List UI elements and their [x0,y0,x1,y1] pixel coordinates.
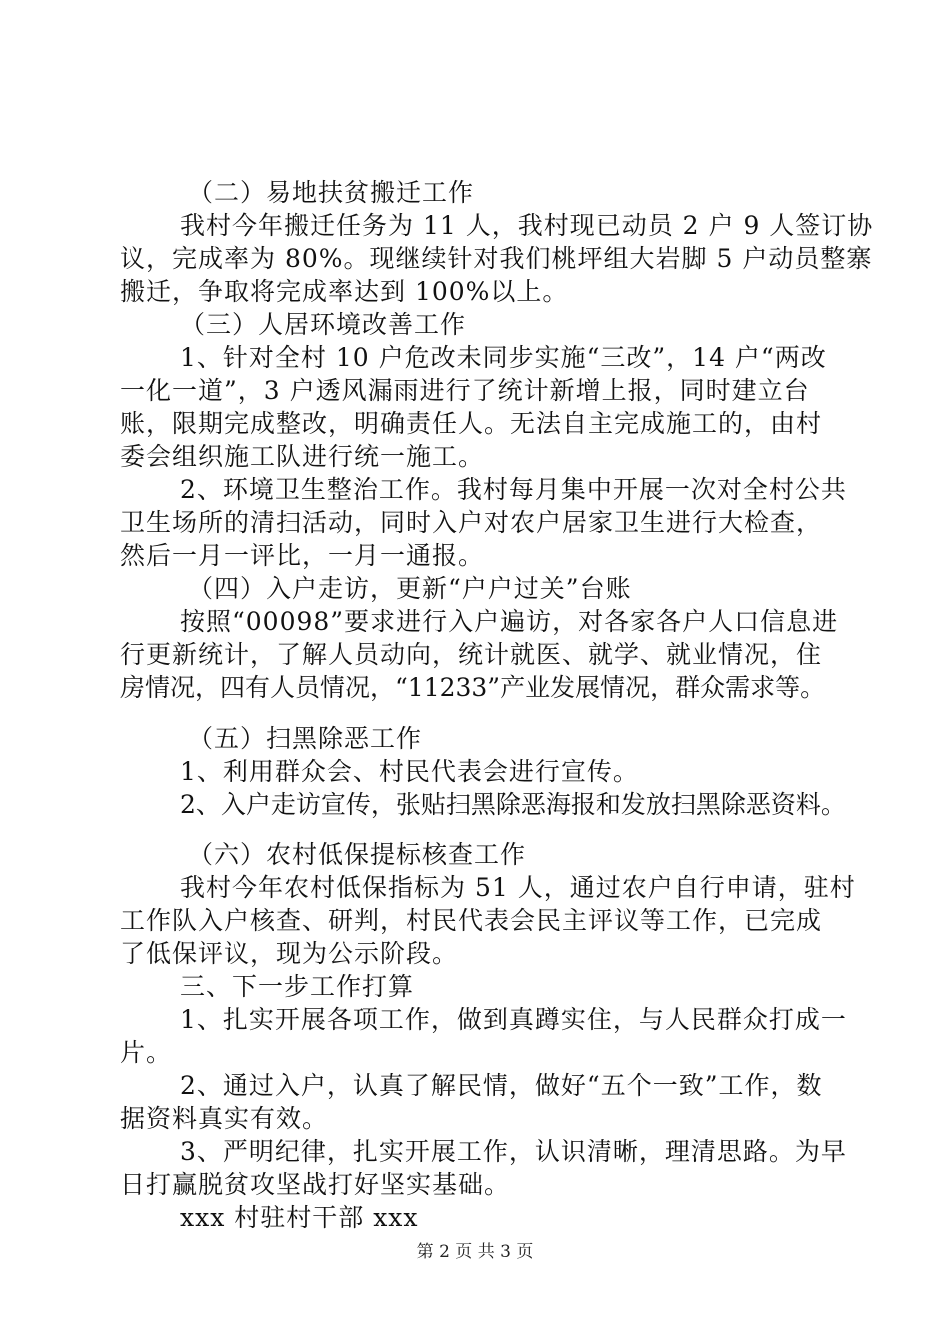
paragraph-line: 3、严明纪律，扎实开展工作，认识清晰，理清思路。为早 [180,1137,847,1166]
paragraph-line: 日打赢脱贫攻坚战打好坚实基础。 [120,1170,511,1199]
paragraph-line: 行更新统计，了解人员动向，统计就医、就学、就业情况，住 [120,640,823,669]
paragraph-line: 搬迁，争取将完成率达到 100%以上。 [120,277,569,306]
signature-line: xxx 村驻村干部 xxx [180,1203,419,1232]
section-heading-4: （四）入户走访，更新“户户过关”台账 [188,574,632,603]
paragraph-line: 账，限期完成整改，明确责任人。无法自主完成施工的，由村 [120,409,823,438]
section-heading-3: （三）人居环境改善工作 [180,310,467,339]
paragraph-line: 片。 [120,1038,173,1067]
section-heading-5: （五）扫黑除恶工作 [188,724,423,753]
paragraph-line: 1、利用群众会、村民代表会进行宣传。 [180,757,639,786]
section-heading-next-steps: 三、下一步工作打算 [180,972,415,1001]
paragraph-line: 工作队入户核查、研判，村民代表会民主评议等工作，已完成 [120,906,823,935]
paragraph-line: 据资料真实有效。 [120,1104,329,1133]
paragraph-line: 1、针对全村 10 户危改未同步实施“三改”，14 户“两改 [180,343,827,372]
page-number-footer: 第 2 页 共 3 页 [416,1242,534,1262]
paragraph-line: 议，完成率为 80%。现继续针对我们桃坪组大岩脚 5 户动员整寨 [120,244,873,273]
paragraph-line: 卫生场所的清扫活动，同时入户对农户居家卫生进行大检查， [120,508,823,537]
paragraph-line: 然后一月一评比，一月一通报。 [120,541,485,570]
paragraph-line: 2、环境卫生整治工作。我村每月集中开展一次对全村公共 [180,475,847,504]
paragraph-line: 了低保评议，现为公示阶段。 [120,939,459,968]
paragraph-line: 2、通过入户，认真了解民情，做好“五个一致”工作，数 [180,1071,823,1100]
paragraph-line: 委会组织施工队进行统一施工。 [120,442,485,471]
paragraph-line: 1、扎实开展各项工作，做到真蹲实住，与人民群众打成一 [180,1005,847,1034]
section-heading-6: （六）农村低保提标核查工作 [188,840,527,869]
paragraph-line: 2、入户走访宣传，张贴扫黑除恶海报和发放扫黑除恶资料。 [180,790,846,819]
paragraph-line: 我村今年搬迁任务为 11 人，我村现已动员 2 户 9 人签订协 [180,211,874,240]
paragraph-line: 按照“00098”要求进行入户遍访，对各家各户人口信息进 [180,607,839,636]
paragraph-line: 房情况，四有人员情况，“11233”产业发展情况，群众需求等。 [120,673,826,702]
paragraph-line: 一化一道”，3 户透风漏雨进行了统计新增上报，同时建立台 [120,376,810,405]
paragraph-line: 我村今年农村低保指标为 51 人，通过农户自行申请，驻村 [180,873,856,902]
section-heading-2: （二）易地扶贫搬迁工作 [188,178,475,207]
